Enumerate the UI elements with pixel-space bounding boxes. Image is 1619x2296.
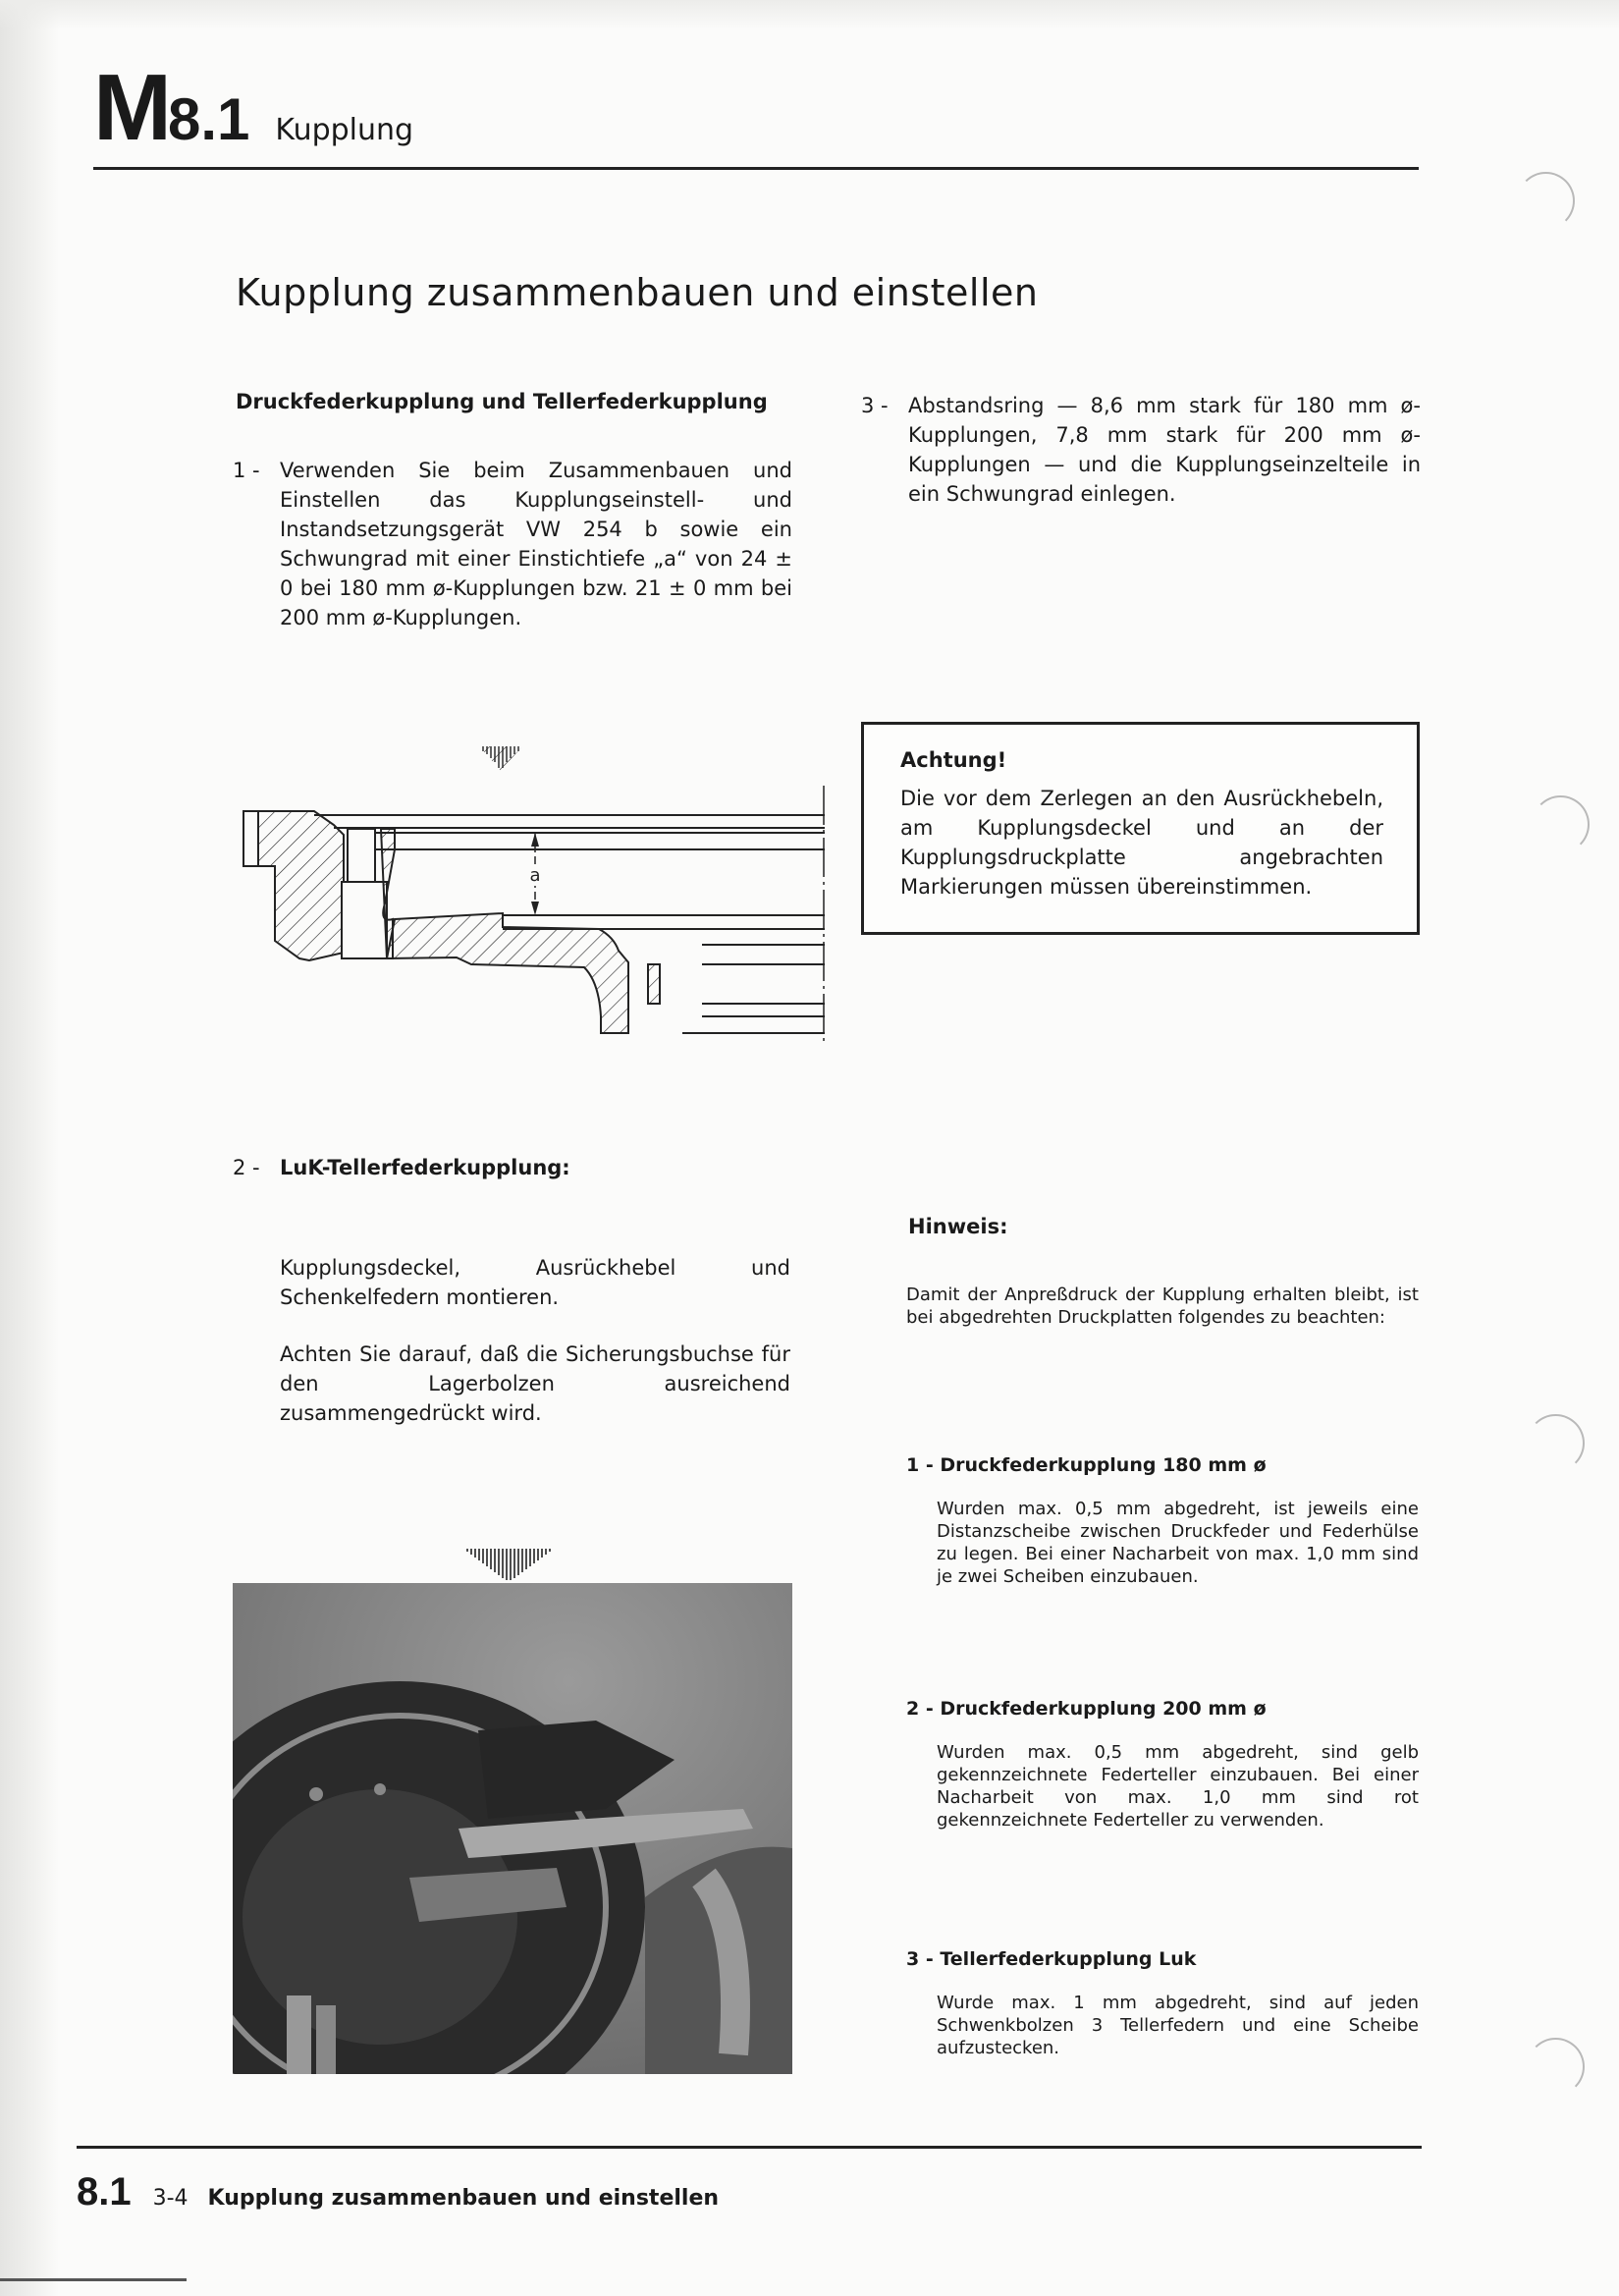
- note-item-number: 2 -: [906, 1698, 934, 1720]
- note-item-heading: [906, 1454, 1419, 1476]
- binder-hole-mark: [1517, 172, 1575, 230]
- step-heading: LuK-Tellerfederkupplung:: [280, 1156, 570, 1179]
- step-2-paragraph-1: Kupplungsdeckel, Ausrückhebel und Schenkelfedern montieren.: [280, 1256, 790, 1309]
- view-direction-arrow: [479, 746, 522, 771]
- footer-rule: [77, 2146, 1422, 2149]
- note-intro: Damit der Anpreßdruck der Kupplung erhalten bleibt, ist bei abgedrehten Druckplatten folgendes zu beachten:: [906, 1285, 1419, 1328]
- section-heading: Druckfederkupplung und Tellerfederkupplung: [236, 390, 768, 413]
- footer-title: Kupplung zusammenbauen und einstellen: [207, 2186, 720, 2211]
- binder-hole-mark: [1527, 2038, 1585, 2096]
- page-footer: [77, 2170, 719, 2214]
- note-item-text: Wurde max. 1 mm abgedreht, sind auf jeden Schwenkbolzen 3 Tellerfedern und eine Scheibe aufzustecken.: [937, 1993, 1419, 2058]
- dimension-label: a: [529, 865, 541, 886]
- step-number: 2 -: [233, 1156, 260, 1179]
- chapter-number: 8.1: [167, 86, 250, 152]
- binder-hole-mark: [1532, 795, 1590, 853]
- note-item-text: Wurden max. 0,5 mm abgedreht, ist jeweils eine Distanzscheibe zwischen Druckfeder und Federhülse zu legen. Bei einer Nacharbeit von max. 1,0 mm sind je zwei Scheiben einzubauen.: [937, 1499, 1419, 1587]
- cross-section-drawing: [226, 727, 835, 1051]
- note-item-number: 3 -: [906, 1948, 934, 1970]
- chapter-name: Kupplung: [275, 113, 414, 147]
- note-item-1: [906, 1454, 1419, 1588]
- warning-box: [861, 722, 1420, 935]
- flywheel-hub: [387, 913, 628, 1033]
- note-item-heading: [906, 1948, 1419, 1970]
- step-text: Verwenden Sie beim Zusammenbauen und Einstellen das Kupplungseinstell- und Instandsetzungsgerät VW 254 b sowie ein Schwungrad mit einer Einstichtiefe „a“ von 24 ± 0 bei 180 mm ø-Kupplungen bzw. 21 ± 0 mm bei 200 mm ø-Kupplungen.: [280, 459, 792, 629]
- note-item-title: Tellerfederkupplung Luk: [940, 1948, 1197, 1970]
- step-text: Abstandsring — 8,6 mm stark für 180 mm ø-Kupplungen, 7,8 mm stark für 200 mm ø-Kupplungen — und die Kupplungseinzelteile in ein Schwungrad einlegen.: [908, 394, 1421, 506]
- scan-shadow-left: [0, 0, 59, 2296]
- flywheel-section-diagram: [226, 727, 835, 1051]
- chapter-letter: M: [93, 55, 168, 160]
- warning-text: Die vor dem Zerlegen an den Ausrückhebeln, am Kupplungsdeckel und an der Kupplungsdruckplatte angebrachten Markierungen müssen übereinstimmen.: [900, 787, 1383, 899]
- note-item-heading: [906, 1698, 1419, 1720]
- binder-hole-mark: [1527, 1414, 1585, 1472]
- warning-heading: Achtung!: [900, 748, 1007, 772]
- chapter-header: [93, 55, 414, 160]
- note-item-text: Wurden max. 0,5 mm abgedreht, sind gelb gekennzeichnete Federteller einzubauen. Bei einer Nacharbeit von max. 1,0 mm sind rot gekennzeichnete Federteller zu verwenden.: [937, 1742, 1419, 1831]
- scan-shadow-top: [0, 0, 1619, 29]
- note-item-3: [906, 1948, 1419, 2059]
- note-item-title: Druckfederkupplung 180 mm ø: [940, 1454, 1267, 1476]
- page-title: Kupplung zusammenbauen und einstellen: [236, 271, 1039, 314]
- step-3: [861, 391, 1421, 509]
- footer-chapter-number: 8.1: [77, 2170, 132, 2214]
- step-1: [233, 456, 792, 632]
- footer-page-number: 3-4: [152, 2186, 189, 2211]
- note-item-number: 1 -: [906, 1454, 934, 1476]
- header-rule: [93, 167, 1419, 170]
- dimension-a: [526, 833, 544, 915]
- step-2-paragraph-2: Achten Sie darauf, daß die Sicherungsbuchse für den Lagerbolzen ausreichend zusammengedrückt wird.: [280, 1342, 790, 1425]
- step-number: 1 -: [233, 459, 260, 482]
- clutch-assembly-photo: [233, 1583, 792, 2074]
- note-heading: Hinweis:: [908, 1215, 1008, 1238]
- step-2-heading: [233, 1156, 570, 1179]
- photo-rendering: [233, 1583, 792, 2074]
- note-item-title: Druckfederkupplung 200 mm ø: [940, 1698, 1267, 1720]
- note-item-2: [906, 1698, 1419, 1831]
- step-number: 3 -: [861, 394, 889, 417]
- footer-bottom-rule: [0, 2278, 187, 2281]
